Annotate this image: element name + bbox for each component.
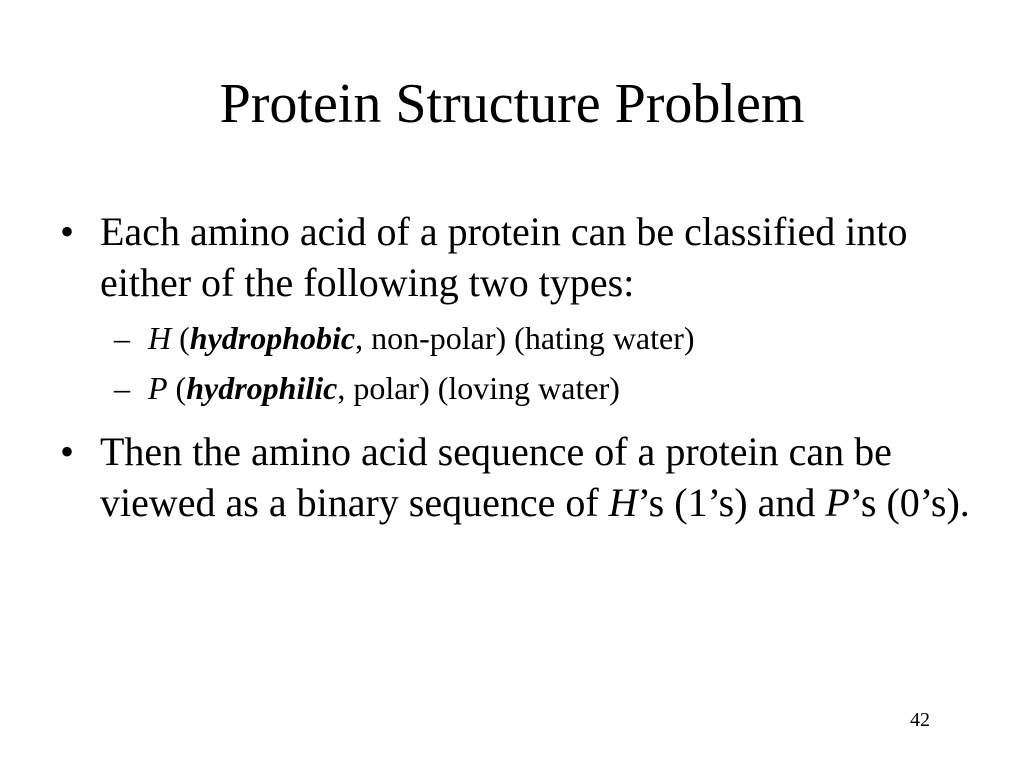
bullet-marker: •: [60, 209, 75, 254]
subitem-rest: , polar) (loving water): [337, 370, 620, 406]
sub-bullet-marker: –: [114, 320, 130, 356]
bullet-item-binary-sequence: [58, 426, 978, 528]
page-number: 42: [910, 709, 930, 731]
bullet-text-before: Then the amino acid sequence of a protein can be viewed as a binary sequence of: [100, 429, 892, 525]
bullet-text-after: ’s (0’s).: [849, 480, 970, 525]
open-paren: (: [167, 370, 187, 406]
slide-body: [58, 206, 978, 528]
letter-p: P: [825, 480, 850, 525]
bullet-text-middle: ’s (1’s) and: [637, 480, 826, 525]
subitem-hydrophobic: [58, 318, 978, 358]
slide-title: Protein Structure Problem: [219, 73, 805, 135]
bullet-text: Each amino acid of a protein can be classified into either of the following two types:: [100, 209, 908, 305]
open-paren: (: [171, 320, 190, 356]
term-hydrophobic: hydrophobic: [189, 320, 356, 356]
bullet-marker: •: [60, 429, 75, 474]
term-hydrophilic: hydrophilic: [186, 370, 338, 406]
type-letter-p: P: [148, 370, 168, 406]
subitem-hydrophilic: [58, 368, 978, 408]
type-letter-h: H: [148, 320, 172, 356]
sub-bullet-marker: –: [114, 370, 130, 406]
letter-h: H: [608, 480, 638, 525]
bullet-item-amino-acid-types: [58, 206, 978, 308]
subitem-rest: , non-polar) (hating water): [355, 320, 695, 356]
